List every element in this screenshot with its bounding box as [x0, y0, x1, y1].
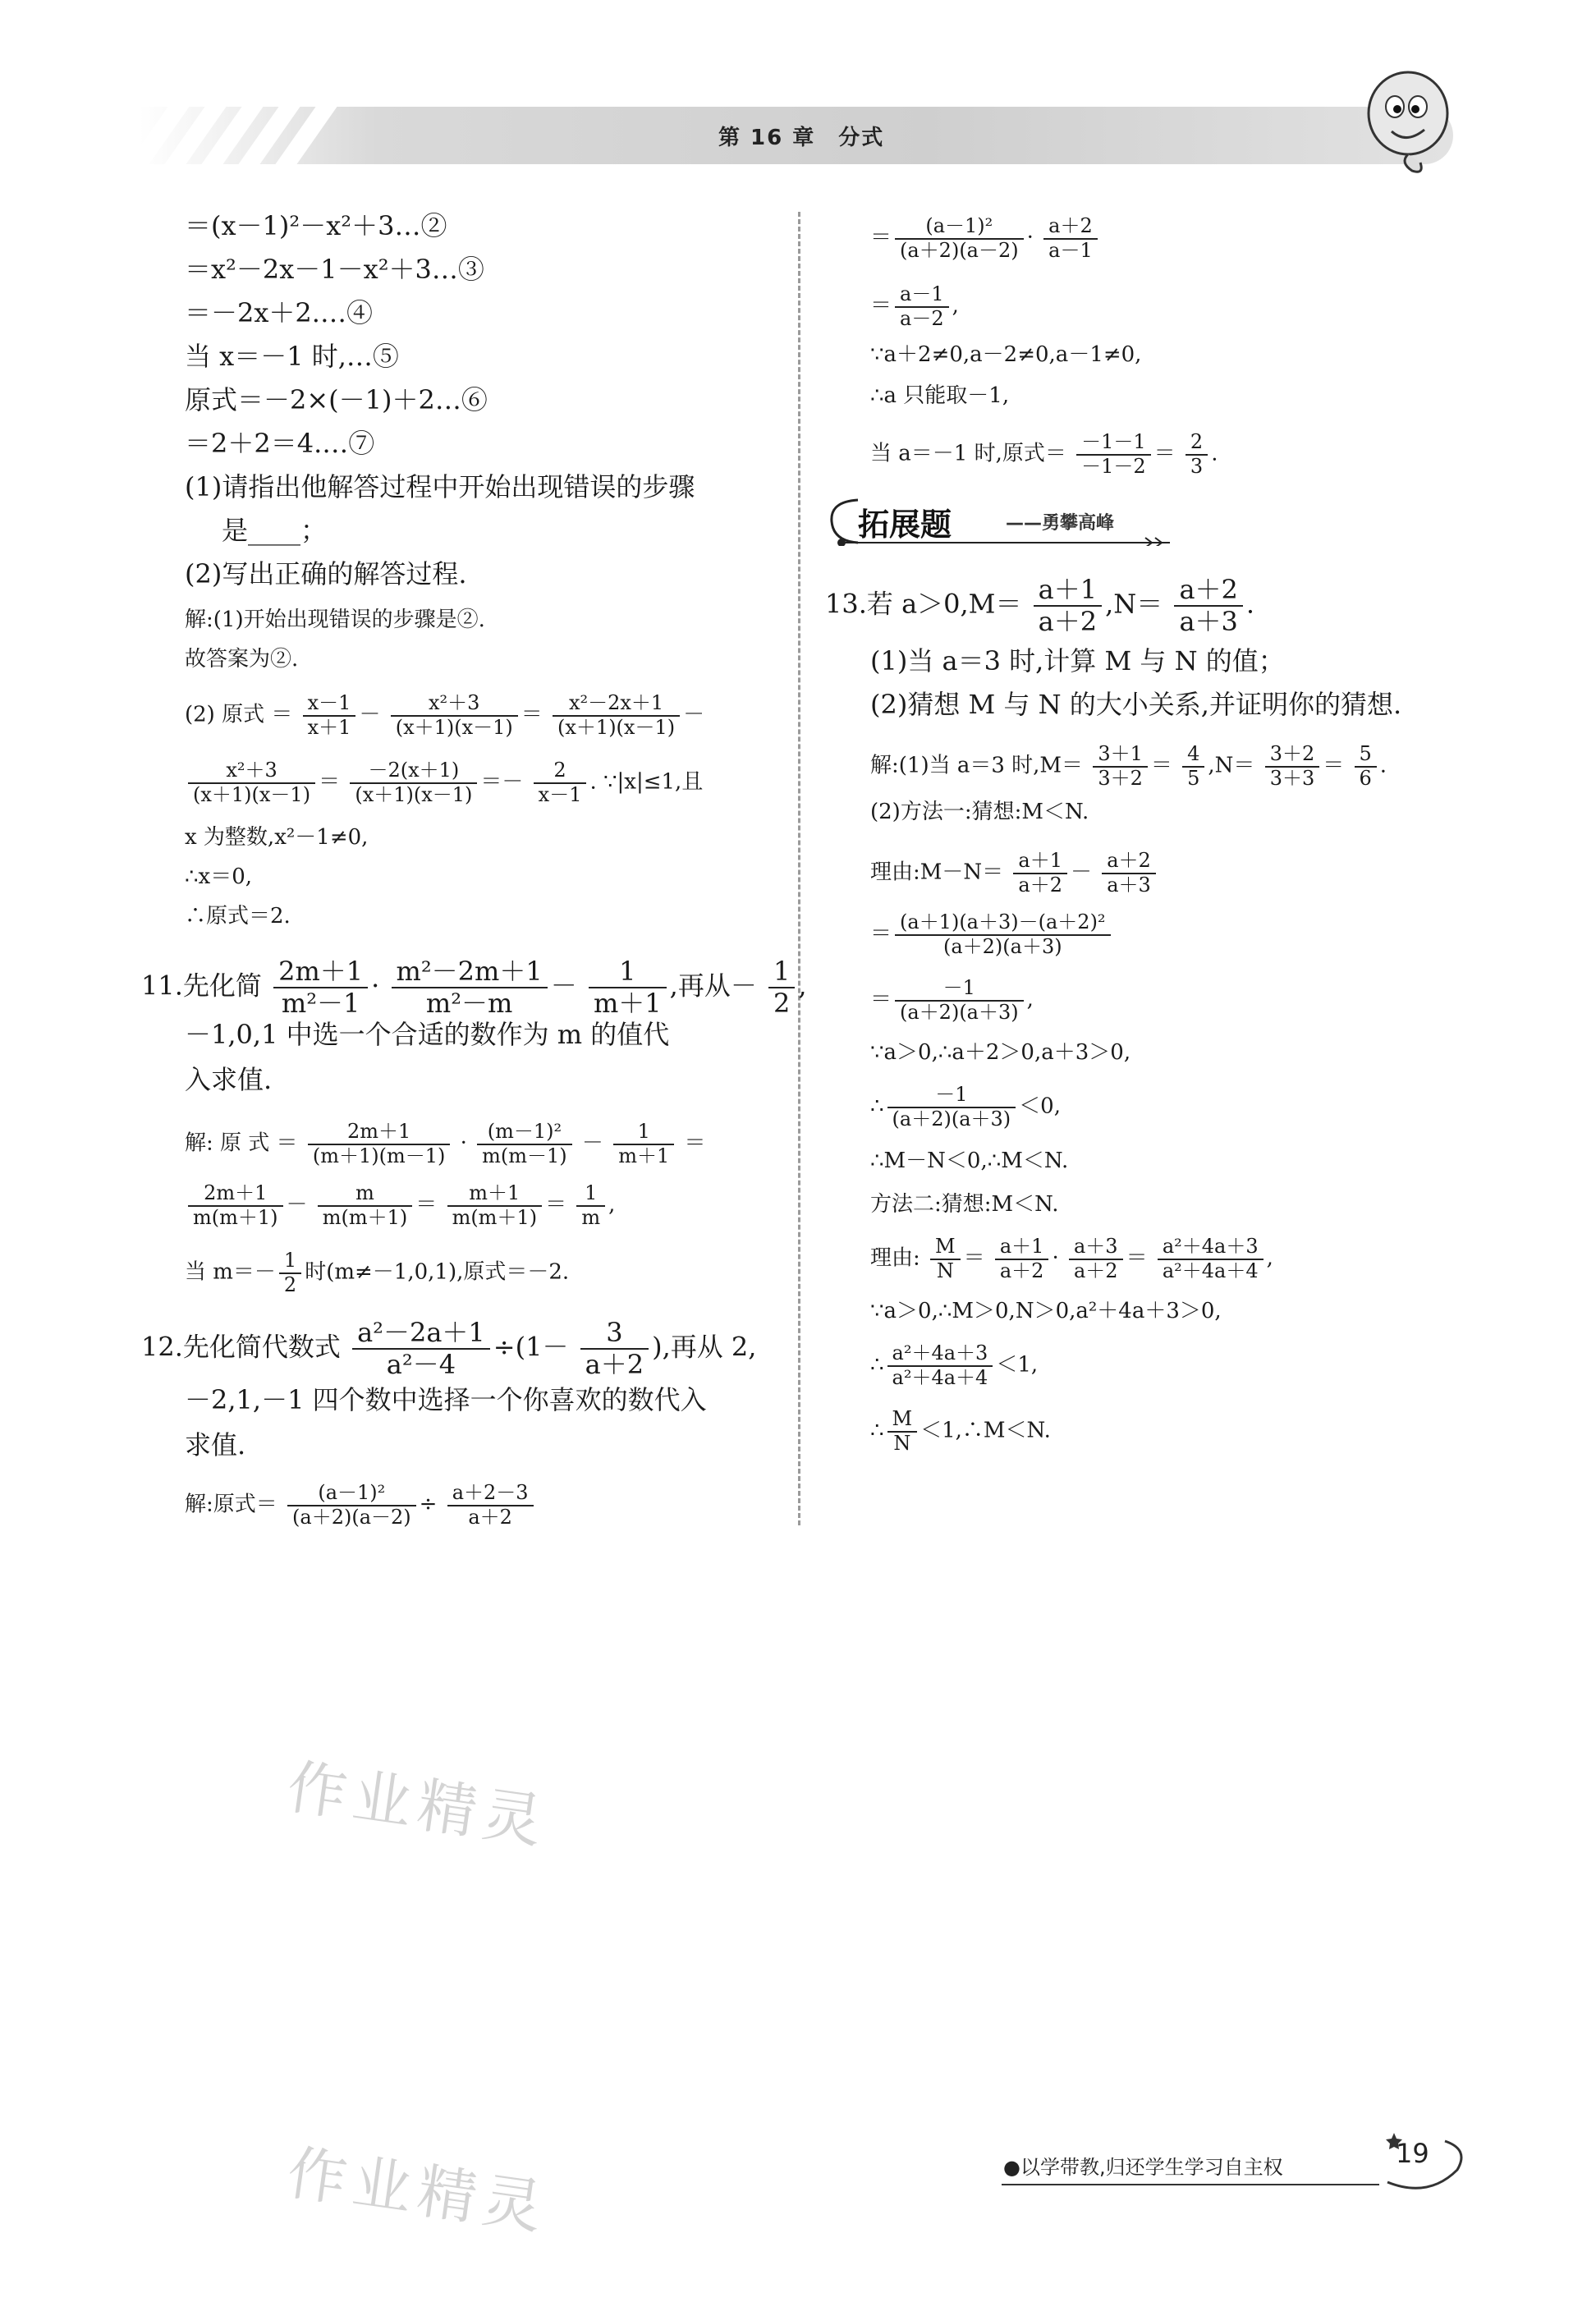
answer-12-cont: ＝ $\frac{\text{(a－1)²}}{(a+2)(a-2)}$ · $\frac{a+2}{a-1}$ — [870, 215, 1101, 262]
question-12-line3: 求值. — [185, 1429, 246, 1461]
solution-line: 解:(1)开始出现错误的步骤是②. — [185, 608, 485, 632]
question-11: 11.先化简 $\frac{2m+1}{\text{m²－1}}$ · $\frac{\text{m²－2m＋1}}{\text{m²－m}}$ － $\frac{1}{m+1}$ ,再从－ $\frac{1}{2}$ , — [141, 956, 807, 1019]
solution-line: 故答案为②. — [185, 647, 299, 672]
question-13-part2: (2)猜想 M 与 N 的大小关系,并证明你的猜想. — [870, 689, 1402, 720]
step-7: ＝2＋2＝4.…⑦ — [185, 428, 375, 459]
solution-formula: $\frac{\text{x²＋3}}{(x+1)(x-1)}$ ＝ $\frac{-2(x+1)}{(x+1)(x-1)}$ ＝－ $\frac{2}{x-1}$ . ∵|x|≤1,且 — [185, 759, 703, 806]
step-4: ＝－2x＋2.…④ — [185, 297, 373, 328]
footer-rule — [1002, 2184, 1379, 2185]
answer-13: 解:(1)当 a＝3 时,M＝ $\frac{3+1}{3+2}$ ＝ $\frac{4}{5}$ ,N＝ $\frac{3+2}{3+3}$ ＝ $\frac{5}{6}$ . — [870, 742, 1387, 790]
question-12: 12.先化简代数式 $\frac{\text{a²－2a＋1}}{\text{a²－4}}$ ÷(1－ $\frac{3}{a+2}$ ),再从 2, — [141, 1317, 757, 1380]
answer-12: 解:原式＝ $\frac{\text{(a－1)²}}{(a+2)(a-2)}$ ÷ $\frac{a+2-3}{a+2}$ — [185, 1482, 537, 1529]
answer-13: 理由:M－N＝ $\frac{a+1}{a+2}$ － $\frac{a+2}{a+3}$ — [870, 850, 1159, 896]
question-13: 13.若 a＞0,M＝ $\frac{a+1}{a+2}$ ,N＝ $\frac{a+2}{a+3}$ . — [825, 574, 1255, 637]
answer-13: ∴ $\frac{M}{N}$ ＜1,∴M＜N. — [870, 1407, 1051, 1455]
answer-12-cont: ∵a＋2≠0,a－2≠0,a－1≠0, — [870, 342, 1142, 367]
page-number: 19 — [1396, 2138, 1429, 2169]
step-6: 原式＝－2×(－1)＋2…⑥ — [185, 384, 488, 415]
step-3: ＝x²－2x－1－x²＋3…③ — [185, 254, 484, 285]
solution-line: x 为整数,x²－1≠0, — [185, 825, 369, 850]
step-5: 当 x＝－1 时,…⑤ — [185, 341, 399, 372]
answer-13: 理由: $\frac{M}{N}$ ＝ $\frac{a+1}{a+2}$ · $\frac{a+3}{a+2}$ ＝ $\frac{\text{a²＋4a＋3}}{\text{a²＋4a＋4}}$ , — [870, 1235, 1273, 1282]
answer-11: 解: 原 式 ＝ $\frac{2m+1}{(m+1)(m-1)}$ · $\frac{\text{(m－1)²}}{m(m-1)}$ － $\frac{1}{m+1}$ ＝ — [185, 1120, 706, 1167]
question-13-part1: (1)当 a＝3 时,计算 M 与 N 的值； — [870, 645, 1285, 676]
extension-title: 拓展题 — [858, 507, 952, 543]
question-11-line3: 入求值. — [185, 1064, 273, 1095]
step-2: ＝(x－1)²－x²＋3…② — [185, 210, 447, 241]
question-part2: (2)写出正确的解答过程. — [185, 558, 467, 589]
solution-line: ∴x＝0, — [185, 864, 253, 889]
question-part1: (1)请指出他解答过程中开始出现错误的步骤 — [185, 471, 695, 502]
answer-13: ∴M－N＜0,∴M＜N. — [870, 1149, 1069, 1173]
footer-motto: ●以学带教,归还学生学习自主权 — [1003, 2156, 1283, 2179]
answer-13: ∵a＞0,∴a＋2＞0,a＋3＞0, — [870, 1040, 1131, 1065]
answer-12-cont: 当 a＝－1 时,原式＝ $\frac{-1-1}{-1-2}$ ＝ $\frac{2}{3}$ . — [870, 430, 1218, 478]
answer-13: (2)方法一:猜想:M＜N. — [870, 800, 1089, 824]
answer-11: $\frac{2m+1}{m(m+1)}$ － $\frac{m}{m(m+1)}$ ＝ $\frac{m+1}{m(m+1)}$ ＝ $\frac{1}{m}$ , — [185, 1182, 615, 1229]
answer-11-end: 当 m＝－ $\frac{1}{2}$ 时(m≠－1,0,1),原式＝－2. — [185, 1249, 570, 1296]
question-part1-blank: 是____； — [222, 515, 328, 546]
answer-13: 方法二:猜想:M＜N. — [870, 1192, 1059, 1217]
question-11-line2: －1,0,1 中选一个合适的数作为 m 的值代 — [185, 1019, 670, 1050]
solution-formula: (2) 原式 ＝ $\frac{x-1}{x+1}$ － $\frac{\text{x²＋3}}{(x+1)(x-1)}$ ＝ $\frac{\text{x²－2x＋1}}{(x+1)(x-1)}$ － — [185, 691, 705, 739]
question-12-line2: －2,1,－1 四个数中选择一个你喜欢的数代入 — [185, 1384, 707, 1415]
solution-line: ∴原式＝2. — [185, 904, 291, 929]
chapter-title: 第 16 章 分式 — [718, 126, 885, 150]
answer-13: ∴ $\frac{-1}{(a+2)(a+3)}$ ＜0, — [870, 1083, 1061, 1130]
watermark: 作业精灵 — [282, 1752, 553, 1857]
answer-13: ∵a＞0,∴M＞0,N＞0,a²＋4a＋3＞0, — [870, 1299, 1222, 1323]
answer-12-cont: ＝ $\frac{a-1}{a-2}$ , — [870, 282, 959, 330]
extension-subtitle: ——勇攀高峰 — [1006, 513, 1115, 534]
answer-12-cont: ∴a 只能取－1, — [870, 383, 1010, 408]
answer-13: ∴ $\frac{\text{a²＋4a＋3}}{\text{a²＋4a＋4}}$ ＜1, — [870, 1341, 1039, 1389]
mascot-icon — [1359, 64, 1457, 179]
answer-13: ＝ $\frac{-1}{(a+2)(a+3)}$ , — [870, 976, 1034, 1024]
answer-13: ＝ $\frac{\text{(a＋1)(a＋3)－(a＋2)²}}{(a+2)(a+3)}$ — [870, 911, 1114, 958]
watermark: 作业精灵 — [282, 2138, 553, 2243]
column-divider — [798, 212, 800, 1525]
